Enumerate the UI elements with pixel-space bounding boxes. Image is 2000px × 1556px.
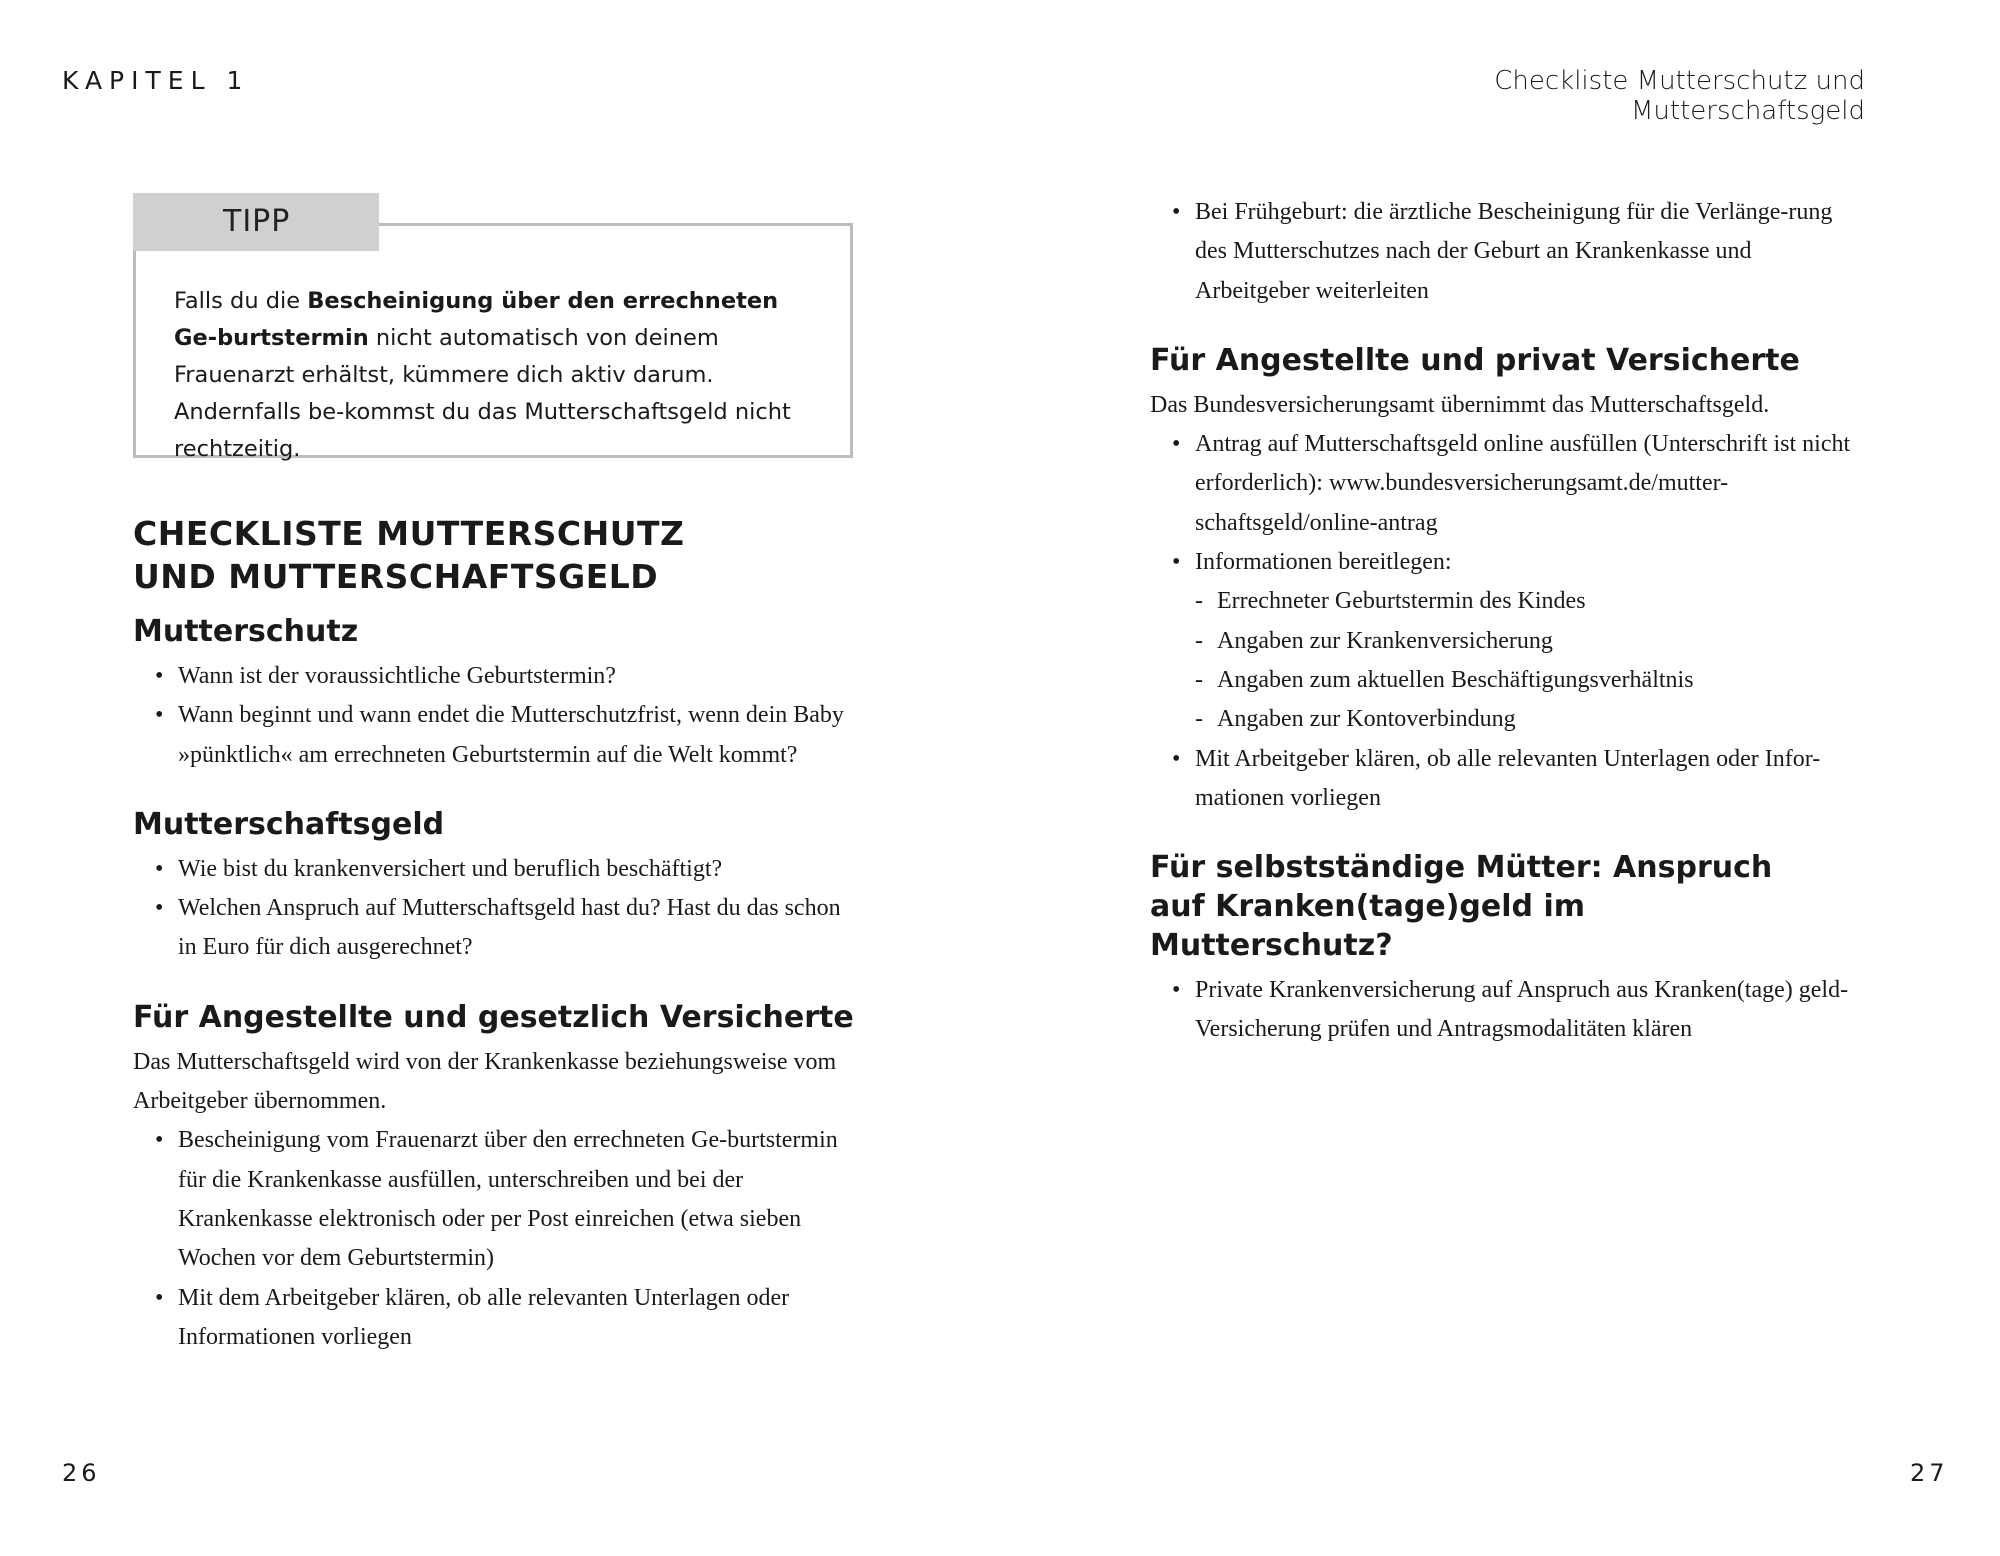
- right-column: [1150, 193, 1870, 1050]
- section-heading: Mutterschaftsgeld: [133, 806, 445, 842]
- list-item: • Private Krankenversicherung auf Anspruch aus Kranken(tage) geld-Versicherung prüfen und Antragsmodalitäten klären: [1172, 977, 1849, 1043]
- page-number-left: 26: [62, 1459, 101, 1487]
- bullet-list: [1150, 971, 1870, 1050]
- list-item: • Wann beginnt und wann endet die Mutterschutzfrist, wenn dein Baby »pünktlich« am errechneten Geburtstermin auf die Welt kommt?: [155, 702, 844, 768]
- list-item: • Bei Frühgeburt: die ärztliche Bescheinigung für die Verlänge-rung des Mutterschutzes nach der Geburt an Krankenkasse und Arbeitgeber weiterleiten: [1172, 199, 1833, 304]
- section-heading: Für Angestellte und privat Versicherte: [1150, 342, 1800, 378]
- sub-list-item: - Angaben zur Krankenversicherung: [1195, 627, 1553, 654]
- bullet-list: [133, 850, 863, 968]
- list-item: • Informationen bereitlegen:: [1172, 549, 1452, 576]
- tip-label: TIPP: [133, 193, 379, 251]
- section-intro: Das Mutterschaftsgeld wird von der Krankenkasse beziehungsweise vom Arbeitgeber übernommen.: [133, 1048, 837, 1115]
- sub-list-item: - Angaben zur Kontoverbindung: [1195, 706, 1516, 733]
- bullet-list: [133, 1121, 863, 1357]
- section-heading: Für selbstständige Mütter: Anspruch auf Kranken(tage)geld im Mutterschutz?: [1150, 850, 1773, 964]
- list-item: • Mit dem Arbeitgeber klären, ob alle relevanten Unterlagen oder Informationen vorliegen: [155, 1284, 790, 1350]
- bullet-list: [133, 657, 863, 775]
- list-item: • Bescheinigung vom Frauenarzt über den errechneten Ge-burtstermin für die Krankenkasse ausfüllen, unterschreiben und bei der Krankenkasse elektronisch oder per Post einreichen (etwa sieben Wochen vor dem Geburtstermin): [155, 1127, 838, 1272]
- section-heading: Mutterschutz: [133, 614, 359, 649]
- tip-text: [174, 283, 814, 468]
- bullet-list: [1150, 425, 1870, 582]
- list-item: • Antrag auf Mutterschaftsgeld online ausfüllen (Unterschrift ist nicht erforderlich): www.bundesversicherungsamt.de/mutter-schaftsgeld/online-antrag: [1172, 431, 1851, 536]
- list-item: • Wann ist der voraussichtliche Geburtstermin?: [155, 663, 616, 689]
- tip-text-bold: Bescheinigung über den errechneten Ge-burtstermin: [174, 288, 779, 351]
- running-header-chapter: KAPITEL 1: [62, 66, 250, 95]
- running-header-title: Checkliste Mutterschutz und Mutterschaftsgeld: [1494, 66, 1865, 126]
- sub-list-item: - Errechneter Geburtstermin des Kindes: [1195, 588, 1586, 615]
- page-number-right: 27: [1910, 1459, 1949, 1487]
- left-column: [133, 512, 863, 1357]
- tip-text-after: nicht automatisch von deinem Frauenarzt erhältst, kümmere dich aktiv darum. Andernfalls be-kommst du das Mutterschaftsgeld nicht rechtzeitig.: [174, 325, 791, 462]
- checklist-title: CHECKLISTE MUTTERSCHUTZ UND MUTTERSCHAFTSGELD: [133, 514, 685, 596]
- bullet-list: [1150, 740, 1870, 819]
- list-item: • Mit Arbeitgeber klären, ob alle relevanten Unterlagen oder Infor-mationen vorliegen: [1172, 745, 1821, 811]
- sub-list: [1150, 582, 1870, 739]
- list-item: • Welchen Anspruch auf Mutterschaftsgeld hast du? Hast du das schon in Euro für dich ausgerechnet?: [155, 895, 841, 961]
- bullet-list: [1150, 193, 1870, 311]
- section-heading: Für Angestellte und gesetzlich Versicherte: [133, 999, 854, 1035]
- list-item: • Wie bist du krankenversichert und beruflich beschäftigt?: [155, 855, 723, 882]
- sub-list-item: - Angaben zum aktuellen Beschäftigungsverhältnis: [1195, 666, 1694, 693]
- tip-text-before: Falls du die: [174, 288, 308, 314]
- section-intro: Das Bundesversicherungsamt übernimmt das Mutterschaftsgeld.: [1150, 391, 1770, 418]
